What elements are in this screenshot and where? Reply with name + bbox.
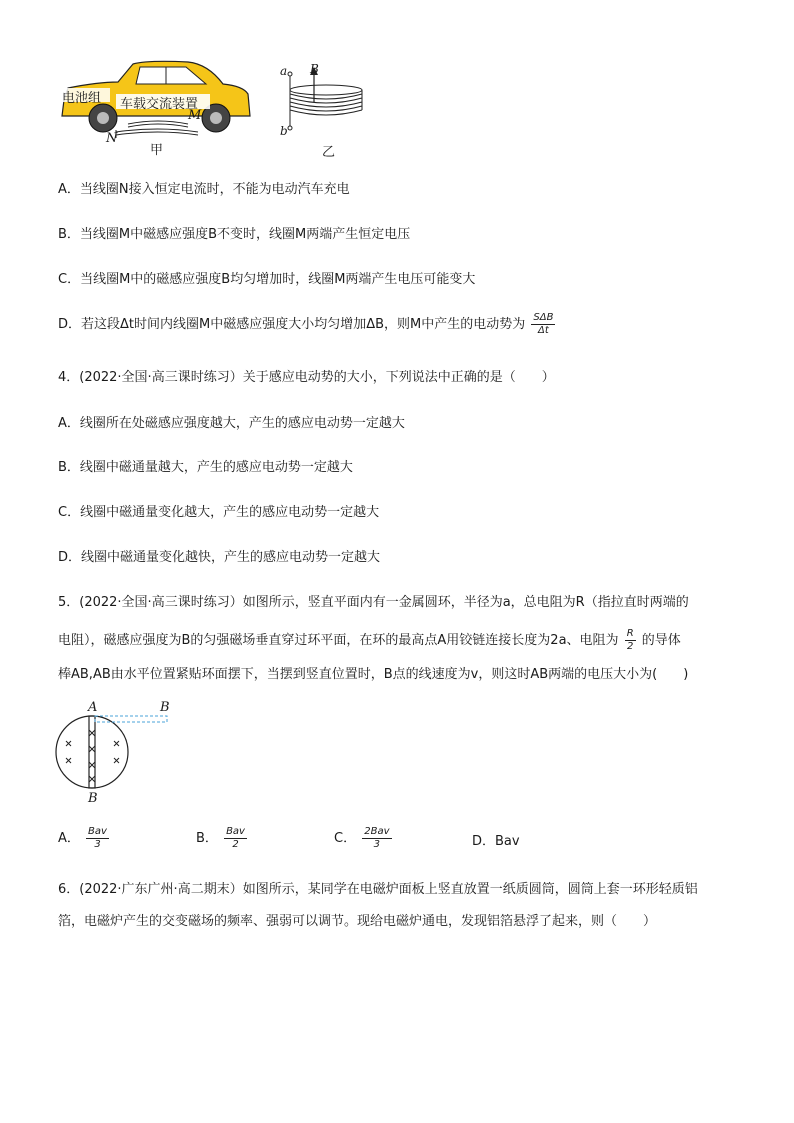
battery-label: 电池组	[62, 91, 102, 106]
q4-option-a: A．线圈所在处磁感应强度越大，产生的感应电动势一定越大	[58, 416, 405, 431]
q4-option-d: D．线圈中磁通量变化越快，产生的感应电动势一定越大	[58, 550, 381, 565]
fraction-numerator: Bav	[88, 826, 107, 837]
figure-coil	[278, 62, 368, 142]
fraction-numerator: SΔB	[533, 312, 554, 323]
fraction-denominator: 3	[373, 839, 381, 850]
q4-stem: 4．(2022·全国·高三课时练习）关于感应电动势的大小，下列说法中正确的是（ ）	[58, 370, 555, 385]
field-b-label: B	[310, 62, 319, 76]
ring-point-a-label: A	[88, 700, 98, 715]
q5-resistance-fraction	[625, 628, 636, 653]
q3-option-c: C．当线圈M中的磁感应强度B均匀增加时，线圈M两端产生电压可能变大	[58, 272, 476, 287]
choice-prefix: C．	[334, 831, 357, 846]
q5-line2-after: 的导体	[641, 633, 681, 648]
q5-stem-line3: 棒AB,AB由水平位置紧贴环面摆下，当摆到竖直位置时，B点的线速度为v，则这时AB两端的电压大小为( )	[58, 667, 689, 682]
fraction-denominator: Δt	[538, 325, 549, 336]
fraction-numerator: Bav	[226, 826, 245, 837]
q4-option-b: B．线圈中磁通量越大，产生的感应电动势一定越大	[58, 460, 353, 475]
choice-fraction	[224, 826, 247, 851]
q3-option-a: A．当线圈N接入恒定电流时，不能为电动汽车充电	[58, 182, 350, 197]
coil-n-label: N	[106, 131, 118, 146]
figure-yi-caption: 乙	[322, 145, 336, 160]
q6-stem-line1: 6．(2022·广东广州·高二期末）如图所示，某同学在电磁炉面板上竖直放置一纸质圆筒，圆筒上套一环形轻质铝	[58, 882, 698, 897]
choice-fraction	[362, 826, 391, 851]
coil-m-label: M	[188, 108, 202, 123]
fraction-numerator: 2Bav	[364, 826, 390, 837]
q5-choice-b	[196, 826, 249, 851]
choice-prefix: A．	[58, 831, 80, 846]
q3-option-d-fraction	[531, 312, 555, 337]
q3-option-d-text: D．若这段Δt时间内线圈M中磁感应强度大小均匀增加ΔB，则M中产生的电动势为	[58, 317, 526, 332]
q5-choice-a	[58, 826, 111, 851]
q5-stem-line1: 5．(2022·全国·高三课时练习）如图所示，竖直平面内有一金属圆环，半径为a，总电阻为R（指拉直时两端的	[58, 595, 689, 610]
fraction-denominator: 3	[94, 839, 101, 850]
rod-end-b-vertical-label: B	[88, 791, 98, 806]
rod-end-b-horizontal-label: B	[160, 700, 170, 715]
choice-prefix: B．	[196, 831, 218, 846]
ac-device-label: 车载交流装置	[120, 97, 199, 112]
terminal-b-label: b	[280, 124, 288, 138]
q5-stem-line2	[58, 628, 681, 653]
choice-fraction	[86, 826, 109, 851]
fraction-numerator: R	[626, 628, 634, 639]
q5-choice-d: D．Bav	[472, 834, 520, 849]
figure-jia-caption: 甲	[150, 143, 164, 158]
q5-choice-c	[334, 826, 394, 851]
fraction-denominator: 2	[232, 839, 239, 850]
q3-option-d	[58, 312, 557, 337]
figure-ring-rod	[52, 708, 182, 798]
q4-option-c: C．线圈中磁通量变化越大，产生的感应电动势一定越大	[58, 505, 380, 520]
q5-line2-before: 电阻），磁感应强度为B的匀强磁场垂直穿过环平面，在环的最高点A用铰链连接长度为2a、电阻为	[58, 633, 619, 648]
q6-stem-line2: 箔，电磁炉产生的交变磁场的频率、强弱可以调节。现给电磁炉通电，发现铝箔悬浮了起来，则（ ）	[58, 914, 657, 929]
terminal-a-label: a	[280, 64, 288, 78]
fraction-denominator: 2	[626, 641, 634, 652]
q3-option-b: B．当线圈M中磁感应强度B不变时，线圈M两端产生恒定电压	[58, 227, 411, 242]
